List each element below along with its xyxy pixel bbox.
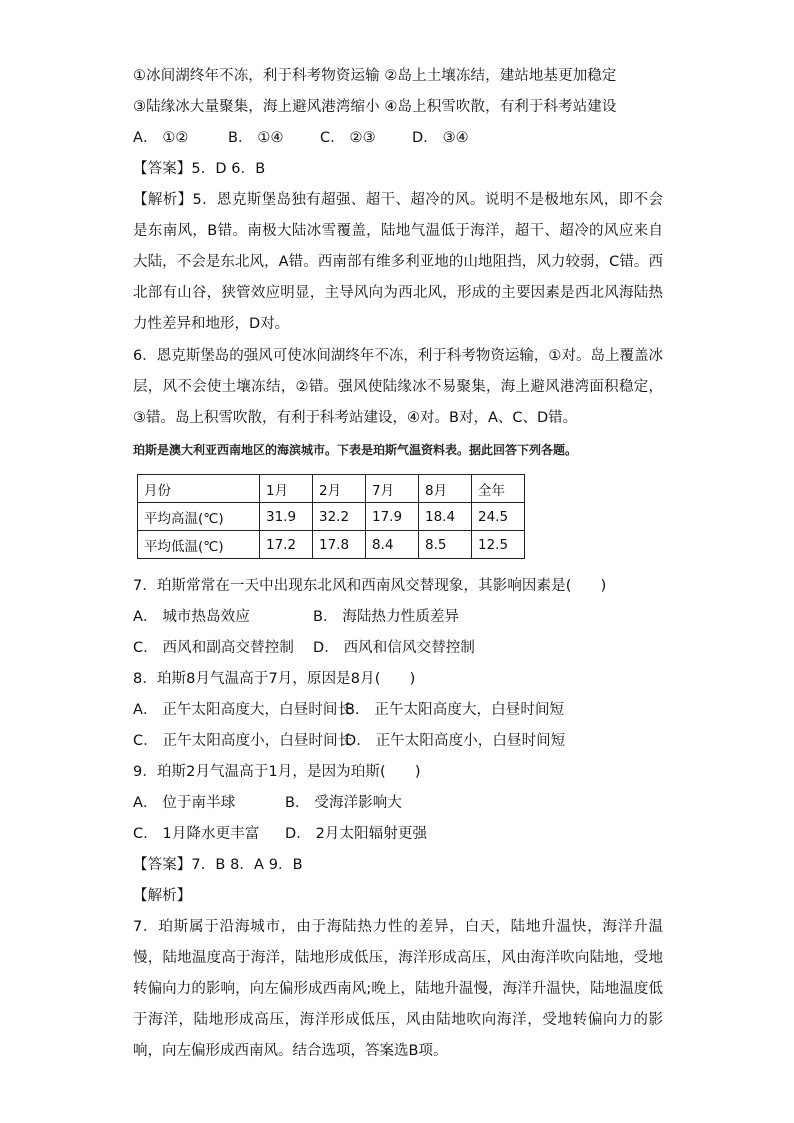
q9-stem: 9．珀斯2月气温高于1月，是因为珀斯( ) [133,764,421,780]
table-cell: 17.2 [260,531,313,559]
q-intro-option-line-1: ①冰间湖终年不冻，利于科考物资运输 ②岛上土壤冻结，建站地基更加稳定 [133,68,617,84]
analysis-5: 【解析】5．恩克斯堡岛独有超强、超干、超冷的风。说明不是极地东风，即不会是东南风，B错。南极大陆冰雪覆盖，陆地气温低于海洋，超干、超冷的风应来自大陆，不会是东北风，A错。西南部有维多利亚地的山地阻挡，风力较弱，C错。西北部有山谷，狭管效应明显，主导风向为西北风，形成的主要因素是西北风海陆热力性差异和地形，D对。 [133,192,663,332]
q8-stem: 8．珀斯8月气温高于7月，原因是8月( ) [133,671,416,687]
table-cell: 平均高温(℃) [138,503,260,531]
table-row [138,531,525,559]
q9-option-b: B． 受海洋影响大 [285,795,402,811]
analysis-6: 6．恩克斯堡岛的强风可使冰间湖终年不冻，利于科考物资运输，①对。岛上覆盖冰层，风不会使土壤冻结，②错。强风使陆缘冰不易聚集，海上避风港湾面积稳定，③错。岛上积雪吹散，有利于科考站建设，④对。B对，A、C、D错。 [133,348,663,426]
q8-option-c: C． 正午太阳高度小，白昼时间长 [133,733,353,749]
q9-option-d: D． 2月太阳辐射更强 [285,826,428,842]
temperature-table [137,474,525,559]
answer-7-9: 【答案】7．B 8．A 9．B [133,857,303,873]
q8-option-b: B． 正午太阳高度大，白昼时间短 [345,702,565,718]
table-header-cell: 1月 [260,475,313,503]
q8-options-ab [133,700,564,720]
choice-a: A． ①② [133,130,189,146]
choice-b: B． ①④ [228,130,284,146]
q7-options-ab [133,607,459,627]
q7-options-cd [133,638,475,658]
q8-option-a: A． 正午太阳高度大，白昼时间长 [133,702,353,718]
q7-option-d: D． 西风和信风交替控制 [313,640,475,656]
table-cell: 18.4 [419,503,472,531]
choice-c: C． ②③ [320,130,376,146]
table-row [138,503,525,531]
table-cell: 17.9 [366,503,419,531]
table-header-cell: 8月 [419,475,472,503]
q9-options-cd [133,824,427,844]
table-cell: 31.9 [260,503,313,531]
q7-stem: 7．珀斯常常在一天中出现东北风和西南风交替现象，其影响因素是( ) [133,578,607,594]
table-cell: 24.5 [472,503,525,531]
table-header-cell: 月份 [138,475,260,503]
answer-5-6: 【答案】5．D 6．B [133,161,266,177]
table-header-cell: 7月 [366,475,419,503]
q9-option-c: C． 1月降水更丰富 [133,826,260,842]
q9-option-a: A． 位于南半球 [133,795,236,811]
table-header-cell: 全年 [472,475,525,503]
table-cell: 平均低温(℃) [138,531,260,559]
analysis-7: 7．珀斯属于沿海城市，由于海陆热力性的差异，白天，陆地升温快，海洋升温慢，陆地温度高于海洋，陆地形成低压，海洋形成高压，风由海洋吹向陆地，受地转偏向力的影响，向左偏形成西南风;晚上，陆地升温慢，海洋升温快，陆地温度低于海洋，陆地形成高压，海洋形成低压，风由陆地吹向海洋，受地转偏向力的影响，向左偏形成西南风。结合选项，答案选B项。 [133,919,663,1059]
table-cell: 8.5 [419,531,472,559]
material-intro: 珀斯是澳大利亚西南地区的海滨城市。下表是珀斯气温资料表。据此回答下列各题。 [133,443,578,457]
table-cell: 17.8 [313,531,366,559]
table-header-row [138,475,525,503]
table-cell: 8.4 [366,531,419,559]
q-intro-option-line-2: ③陆缘冰大量聚集，海上避风港湾缩小 ④岛上积雪吹散，有利于科考站建设 [133,99,617,115]
q9-options-ab [133,793,402,813]
q7-option-a: A． 城市热岛效应 [133,609,250,625]
analysis-label: 【解析】 [133,888,192,904]
table-header-cell: 2月 [313,475,366,503]
q8-options-cd [133,731,565,751]
table-cell: 32.2 [313,503,366,531]
q-intro-choices [133,128,469,148]
table-cell: 12.5 [472,531,525,559]
q7-option-b: B． 海陆热力性质差异 [313,609,460,625]
choice-d: D． ③④ [412,130,469,146]
q8-option-d: D． 正午太阳高度小，白昼时间短 [345,733,566,749]
q7-option-c: C． 西风和副高交替控制 [133,640,294,656]
